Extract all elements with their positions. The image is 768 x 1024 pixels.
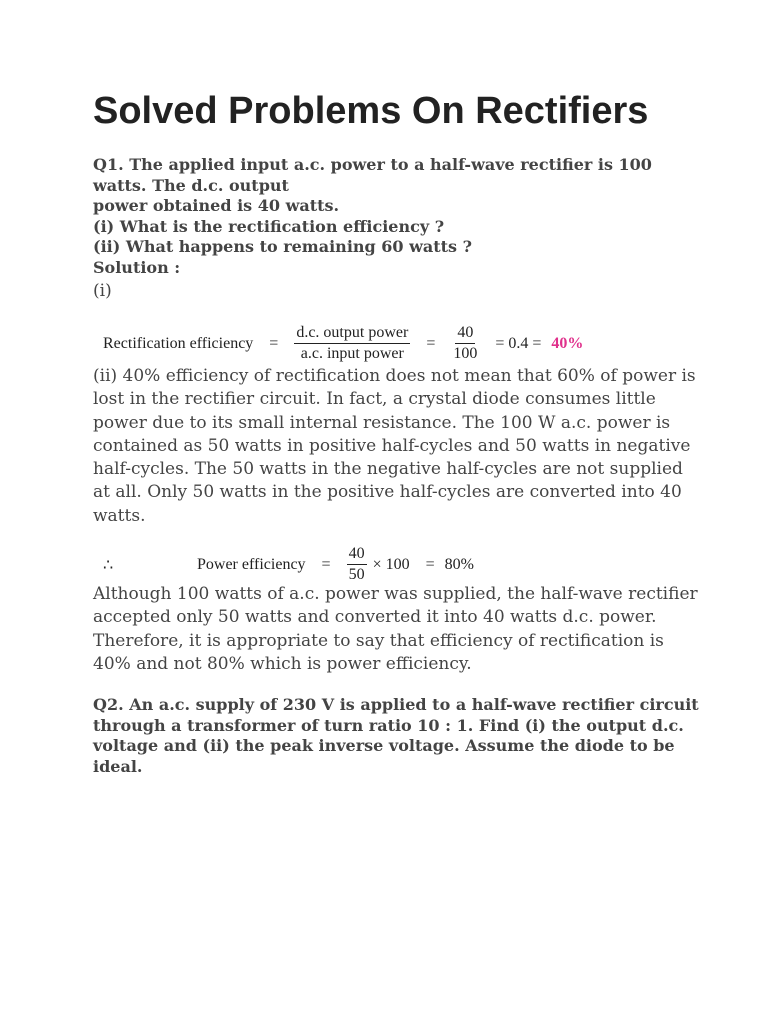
question-2-line: ideal. <box>93 756 143 776</box>
formula-label: Rectification efficiency <box>103 334 254 352</box>
paragraph-line: watts. <box>93 505 146 526</box>
question-1-line: (i) What is the rectification efficiency ? <box>93 216 445 236</box>
equals-value: = 0.4 = <box>495 334 542 352</box>
fraction-denominator: 50 <box>348 566 365 583</box>
therefore-symbol: ∴ <box>103 556 114 574</box>
value-fraction <box>451 324 479 363</box>
fraction-numerator: 40 <box>347 545 367 565</box>
paragraph-line: at all. Only 50 watts in the positive half-cycles are converted into 40 <box>93 482 682 503</box>
solution-heading: Solution : <box>93 257 181 277</box>
question-1-line: watts. The d.c. output <box>93 175 289 195</box>
paragraph-line: contained as 50 watts in positive half-cycles and 50 watts in negative <box>93 435 691 456</box>
fraction-numerator: d.c. output power <box>294 324 410 344</box>
paragraph-line: accepted only 50 watts and converted it into 40 watts d.c. power. <box>93 607 657 628</box>
efficiency-result: 40% <box>551 334 584 352</box>
fraction-denominator: 100 <box>453 345 478 362</box>
equals-sign: = <box>425 555 435 573</box>
question-1-line: power obtained is 40 watts. <box>93 196 340 215</box>
question-1 <box>93 155 683 278</box>
paragraph-line: power due to its small internal resistance. The 100 W a.c. power is <box>93 412 671 433</box>
power-ratio-fraction <box>294 324 410 363</box>
power-efficiency-result: 80% <box>444 555 474 573</box>
question-2-line: through a transformer of turn ratio 10 : 1. Find (i) the output d.c. <box>93 715 684 735</box>
rectification-efficiency-formula <box>103 324 583 363</box>
formula-label: Power efficiency <box>197 555 306 573</box>
question-2-line: Q2. An a.c. supply of 230 V is applied to a half-wave rectifier circuit <box>93 695 699 714</box>
question-2 <box>93 695 699 777</box>
paragraph-line: (ii) 40% efficiency of rectification does not mean that 60% of power is <box>93 366 696 386</box>
solution-part-i-label <box>93 280 683 303</box>
paragraph-line: half-cycles. The 50 watts in the negative half-cycles are not supplied <box>93 459 683 480</box>
multiply-term: × 100 <box>372 555 410 573</box>
conclusion-paragraph <box>93 583 698 676</box>
paragraph-line: lost in the rectifier circuit. In fact, a crystal diode consumes little <box>93 389 656 410</box>
paragraph-line: 40% and not 80% which is power efficiency. <box>93 653 472 674</box>
page-title: Solved Problems On Rectifiers <box>93 90 649 132</box>
paragraph-line: Therefore, it is appropriate to say that efficiency of rectification is <box>93 630 664 651</box>
power-efficiency-formula <box>103 545 474 584</box>
equals-sign: = <box>321 555 331 573</box>
fraction-numerator: 40 <box>455 324 475 344</box>
value-fraction <box>347 545 367 584</box>
equals-sign: = <box>269 334 279 352</box>
question-1-line: Q1. The applied input a.c. power to a half-wave rectifier is 100 <box>93 155 652 174</box>
explanation-paragraph <box>93 365 696 528</box>
fraction-denominator: a.c. input power <box>300 345 404 362</box>
question-2-line: voltage and (ii) the peak inverse voltage. Assume the diode to be <box>93 736 675 755</box>
part-i-label: (i) <box>93 281 112 301</box>
paragraph-line: Although 100 watts of a.c. power was supplied, the half-wave rectifier <box>93 584 698 604</box>
equals-sign: = <box>426 334 436 352</box>
question-1-line: (ii) What happens to remaining 60 watts ? <box>93 237 472 256</box>
